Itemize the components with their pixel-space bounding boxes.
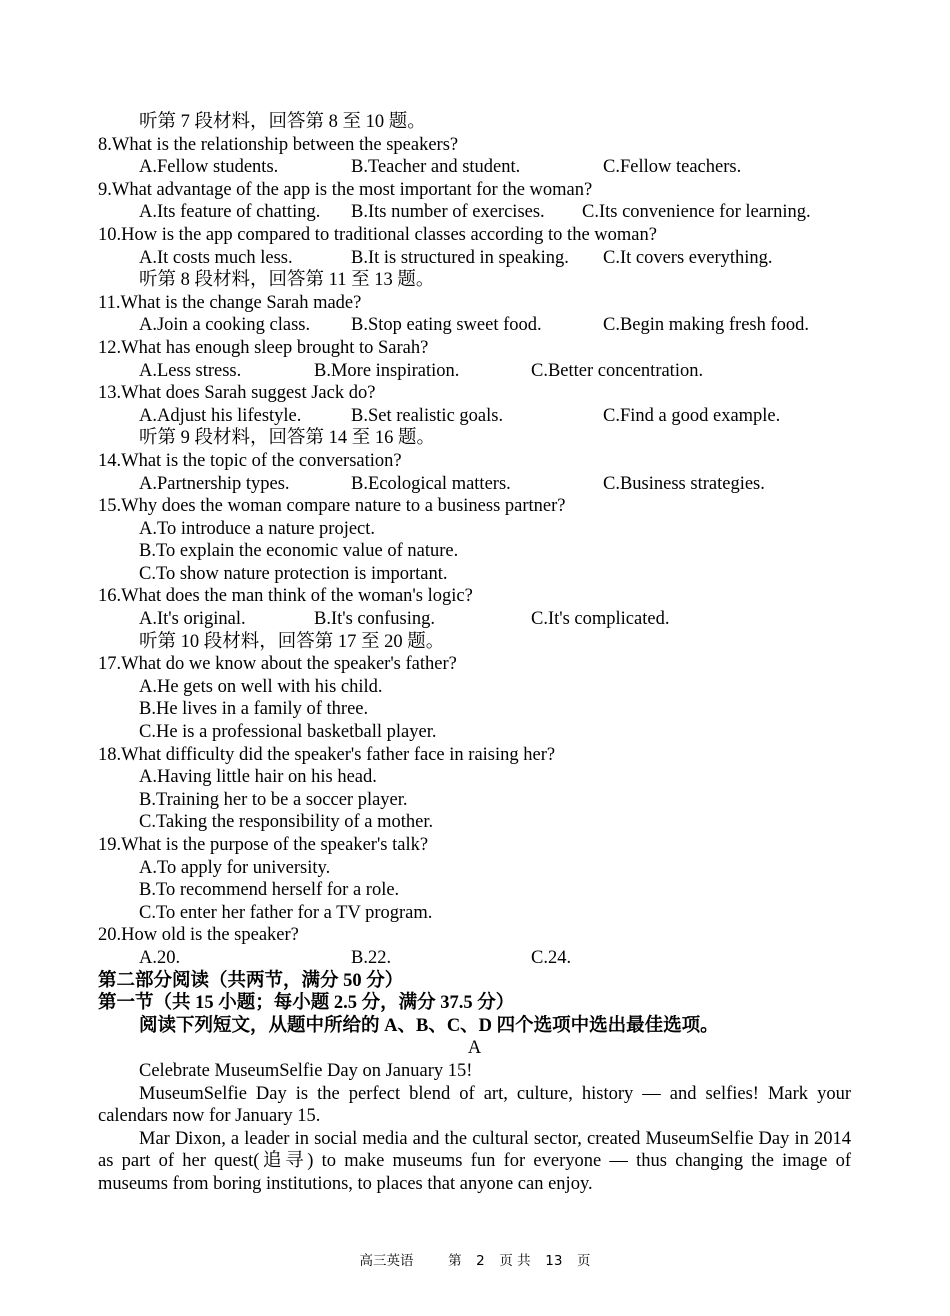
question-13-option-b: B.Set realistic goals. [351,405,504,426]
question-12-options [98,360,851,383]
question-9-options [98,201,851,224]
question-16-options [98,608,851,631]
question-9-option-c: C.Its convenience for learning. [582,202,811,223]
question-13-option-a: A.Adjust his lifestyle. [139,405,302,426]
question-19-stem: 19.What is the purpose of the speaker's talk? [98,835,429,855]
question-11-option-c: C.Begin making fresh food. [603,315,810,336]
question-13-stem: 13.What does Sarah suggest Jack do? [98,383,376,404]
question-8-stem: 8.What is the relationship between the speakers? [98,134,459,155]
question-10-stem: 10.How is the app compared to traditional classes according to the woman? [98,224,657,245]
question-20-stem: 20.How old is the speaker? [98,925,299,946]
question-15-option-a: A.To introduce a nature project. [139,518,376,539]
page-content [98,111,851,1196]
question-16-stem: 16.What does the man think of the woman's logic? [98,586,473,607]
question-14-option-c: C.Business strategies. [603,473,765,494]
question-16-option-a: A.It's original. [139,609,246,630]
question-20-option-c: C.24. [531,947,572,968]
reading-instruction: 阅读下列短文，从题中所给的 A、B、C、D 四个选项中选出最佳选项。 [139,1015,719,1036]
question-10-options [98,247,851,270]
question-8-options [98,156,851,179]
question-11-stem: 11.What is the change Sarah made? [98,292,362,313]
passage-label: A [467,1038,482,1059]
passage-paragraph-2: Mar Dixon, a leader in social media and the cultural sector, created MuseumSelfie Day in 2014 as part of her quest(追寻) to make museums fun for everyone — thus changing the image of museums from boring institutions, to places that anyone can enjoy. [98,1128,851,1194]
footer-page-mid: 页 共 [499,1253,531,1269]
question-10-option-a: A.It costs much less. [139,247,293,268]
question-8-option-c: C.Fellow teachers. [603,157,742,178]
footer-page-current: 2 [476,1253,485,1269]
question-10-option-b: B.It is structured in speaking. [351,247,569,268]
passage-headline: Celebrate MuseumSelfie Day on January 15! [139,1060,473,1081]
question-14-option-b: B.Ecological matters. [351,473,511,494]
question-19-option-c: C.To enter her father for a TV program. [139,902,433,923]
question-9-stem: 9.What advantage of the app is the most important for the woman? [98,179,593,200]
question-8-option-b: B.Teacher and student. [351,157,521,178]
question-20-option-a: A.20. [139,947,181,968]
question-9-option-a: A.Its feature of chatting. [139,202,321,223]
listening-header-10: 听第 10 段材料，回答第 17 至 20 题。 [139,631,445,652]
question-11-option-a: A.Join a cooking class. [139,315,311,336]
page-footer [0,1249,950,1269]
question-20-option-b: B.22. [351,947,392,968]
passage-paragraph-1: MuseumSelfie Day is the perfect blend of art, culture, history — and selfies! Mark your calendars now for January 15. [98,1083,851,1127]
question-10-option-c: C.It covers everything. [603,247,773,268]
question-15-option-b: B.To explain the economic value of nature. [139,541,459,562]
question-13-options [98,405,851,428]
question-12-option-c: C.Better concentration. [531,360,704,381]
footer-page-suffix: 页 [577,1253,591,1269]
question-12-stem: 12.What has enough sleep brought to Sarah? [98,337,429,358]
question-19-option-a: A.To apply for university. [139,857,331,878]
question-13-option-c: C.Find a good example. [603,405,781,426]
question-20-options [98,947,851,970]
question-9-option-b: B.Its number of exercises. [351,202,545,223]
question-17-option-b: B.He lives in a family of three. [139,699,369,720]
listening-header-9: 听第 9 段材料，回答第 14 至 16 题。 [139,428,436,449]
question-18-option-a: A.Having little hair on his head. [139,767,377,788]
question-15-option-c: C.To show nature protection is important. [139,563,448,584]
section-one-title: 第一节（共 15 小题；每小题 2.5 分，满分 37.5 分） [98,993,515,1014]
question-18-stem: 18.What difficulty did the speaker's father face in raising her? [98,744,556,765]
question-11-option-b: B.Stop eating sweet food. [351,315,542,336]
question-16-option-b: B.It's confusing. [314,609,436,630]
question-17-stem: 17.What do we know about the speaker's father? [98,654,457,675]
question-14-option-a: A.Partnership types. [139,473,290,494]
question-17-option-a: A.He gets on well with his child. [139,676,383,697]
listening-header-8: 听第 8 段材料，回答第 11 至 13 题。 [139,270,435,291]
part-two-title: 第二部分阅读（共两节，满分 50 分） [98,970,404,991]
question-18-option-c: C.Taking the responsibility of a mother. [139,812,434,833]
question-12-option-b: B.More inspiration. [314,360,460,381]
listening-header-7: 听第 7 段材料，回答第 8 至 10 题。 [139,112,426,132]
question-17-option-c: C.He is a professional basketball player. [139,722,437,743]
question-15-stem: 15.Why does the woman compare nature to a business partner? [98,496,566,517]
footer-subject: 高三英语 [359,1253,414,1269]
question-8-option-a: A.Fellow students. [139,157,279,178]
question-16-option-c: C.It's complicated. [531,609,670,630]
footer-page-prefix: 第 [448,1253,462,1269]
question-12-option-a: A.Less stress. [139,360,242,381]
question-14-stem: 14.What is the topic of the conversation? [98,450,402,471]
footer-page-total: 13 [545,1253,563,1269]
question-18-option-b: B.Training her to be a soccer player. [139,789,408,810]
question-14-options [98,473,851,496]
question-11-options [98,314,851,337]
question-19-option-b: B.To recommend herself for a role. [139,880,400,901]
